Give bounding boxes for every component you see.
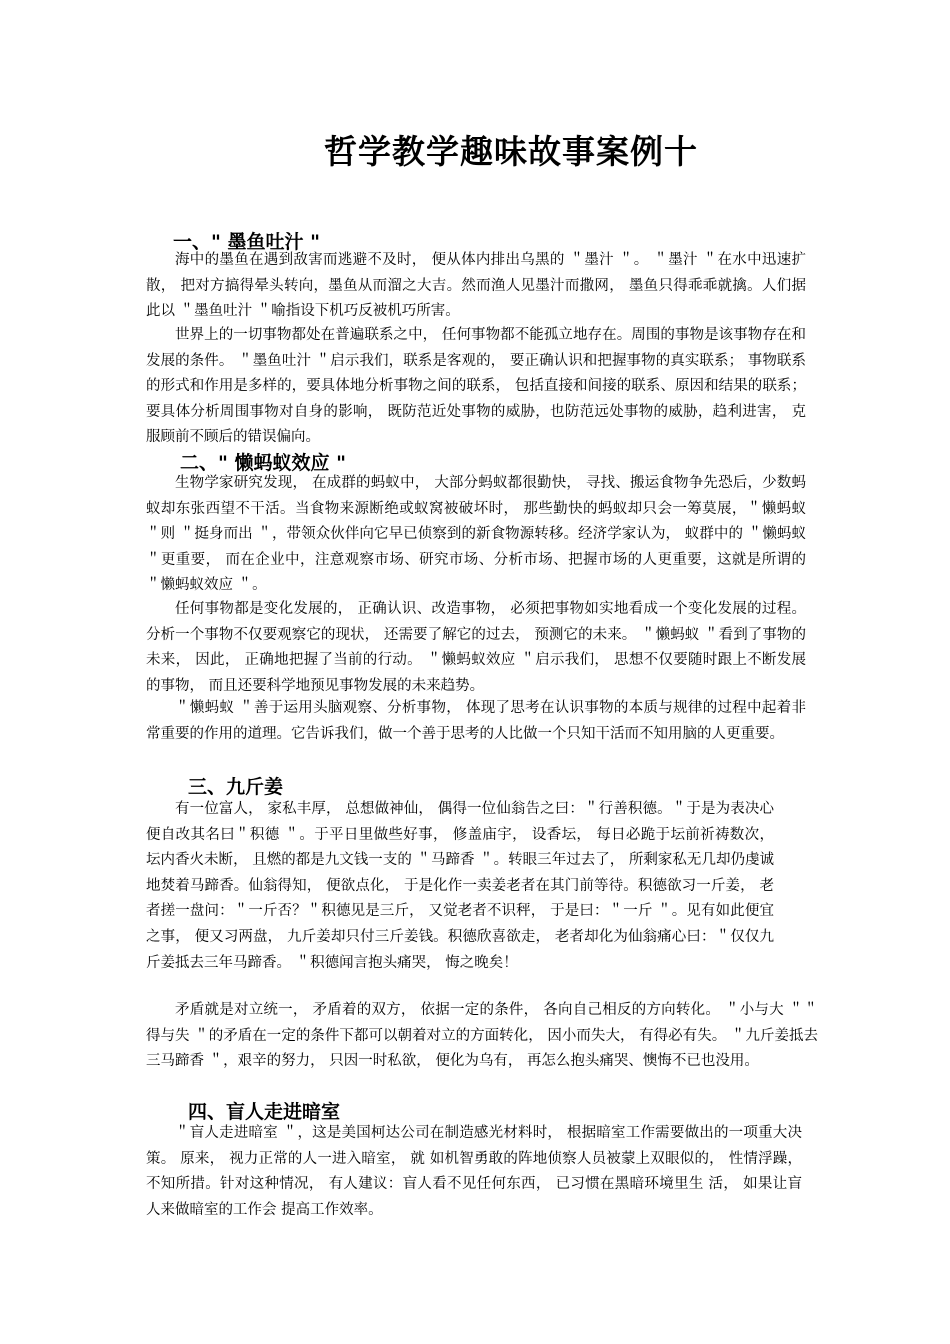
section-heading-1: 一、" 墨鱼吐汁 " xyxy=(173,231,321,253)
section-heading-3: 三、九斤姜 xyxy=(188,776,284,798)
section-2-paragraph-3: ＂懒蚂蚁 ＂善于运用头脑观察、分析事物， 体现了思考在认识事物的本质与规律的过程中起着非常重要的作用的道理。它告诉我们，做一个善于思考的人比做一个只知干活而不知用脑的人更重要。 xyxy=(146,700,806,742)
section-3-paragraph-1: 有一位富人， 家私丰厚， 总想做神仙， 偶得一位仙翁告之曰：＂行善积德。＂于是为表决心便自改其名曰＂积德 ＂。于平日里做些好事， 修盖庙宇， 设香坛， 每日必跪于坛前祈祷数次， 坛内香火未断， 且燃的都是九文钱一支的 ＂马蹄香 ＂。转眼三年过去了， 所剩家私无几却仍虔诚地焚着马蹄香。仙翁得知， 便欲点化， 于是化作一卖姜老者在其门前等待。积德欲习一斤姜， 老者搓一盘问：＂一斤否？＂积德见是三斤， 又觉老者不识秤， 于是曰：＂一斤 ＂。见有如此便宜之事， 便又习两盘， 九斤姜却只付三斤姜钱。积德欣喜欲走， 老者却化为仙翁痛心曰：＂仅仅九斤姜抵去三年马蹄香。 ＂积德闻言抱头痛哭， 悔之晚矣！ xyxy=(146,801,774,971)
section-4-paragraph-1: ＂盲人走进暗室 ＂，这是美国柯达公司在制造感光材料时， 根据暗室工作需要做出的一项重大决策。 原来， 视力正常的人一进入暗室， 就 如机智勇敢的阵地侦察人员被蒙上双眼似的， 性情浮躁， 不知所措。针对这种情况， 有人建议：盲人看不见任何东西， 已习惯在黑暗环境里生 活， 如果让盲人来做暗室的工作会 提高工作效率。 xyxy=(146,1125,802,1218)
section-3-paragraph-2: 矛盾就是对立统一， 矛盾着的双方， 依据一定的条件， 各向自己相反的方向转化。 ＂小与大 ＂＂得与失 ＂的矛盾在一定的条件下都可以朝着对立的方面转化， 因小而失大， 有得必有失。 ＂九斤姜抵去三马蹄香 ＂，艰辛的努力， 只因一时私欲， 便化为乌有， 再怎么抱头痛哭、懊悔不已也没用。 xyxy=(146,1002,818,1070)
section-heading-4: 四、盲人走进暗室 xyxy=(188,1101,341,1123)
section-heading-2: 二、" 懒蚂蚁效应 " xyxy=(180,452,347,474)
section-2-paragraph-1: 生物学家研究发现， 在成群的蚂蚁中， 大部分蚂蚁都很勤快， 寻找、搬运食物争先恐后，少数蚂蚁却东张西望不干活。当食物来源断绝或蚁窝被破坏时， 那些勤快的蚂蚁却只会一筹莫展，＂懒蚂蚁 ＂则 ＂挺身而出 ＂，带领众伙伴向它早已侦察到的新食物源转移。经济学家认为， 蚁群中的 ＂懒蚂蚁 ＂更重要， 而在企业中，注意观察市场、研究市场、分析市场、把握市场的人更重要，这就是所谓的 ＂懒蚂蚁效应 ＂。 xyxy=(146,475,806,594)
page-title: 哲学教学趣味故事案例十 xyxy=(324,132,698,171)
section-1-paragraph-1: 海中的墨鱼在遇到敌害而逃避不及时， 便从体内排出乌黑的 ＂墨汁 ＂。 ＂墨汁 ＂在水中迅速扩散， 把对方搞得晕头转向，墨鱼从而溜之大吉。然而渔人见墨汁而撒网， 墨鱼只得乖乖就擒。人们据此以 ＂墨鱼吐汁 ＂喻指设下机巧反被机巧所害。 xyxy=(146,252,806,320)
section-1-paragraph-2: 世界上的一切事物都处在普遍联系之中， 任何事物都不能孤立地存在。周围的事物是该事物存在和发展的条件。 ＂墨鱼吐汁 ＂启示我们，联系是客观的， 要正确认识和把握事物的真实联系； 事物联系的形式和作用是多样的，要具体地分析事物之间的联系， 包括直接和间接的联系、原因和结果的联系； 要具体分析周围事物对自身的影响， 既防范近处事物的威胁，也防范远处事物的威胁，趋利进害， 克服顾前不顾后的错误偏向。 xyxy=(146,327,806,446)
section-2-paragraph-2: 任何事物都是变化发展的， 正确认识、改造事物， 必须把事物如实地看成一个变化发展的过程。分析一个事物不仅要观察它的现状， 还需要了解它的过去， 预测它的未来。 ＂懒蚂蚁 ＂看到了事物的未来， 因此， 正确地把握了当前的行动。 ＂懒蚂蚁效应 ＂启示我们， 思想不仅要随时跟上不断发展的事物， 而且还要科学地预见事物发展的未来趋势。 xyxy=(146,601,806,694)
